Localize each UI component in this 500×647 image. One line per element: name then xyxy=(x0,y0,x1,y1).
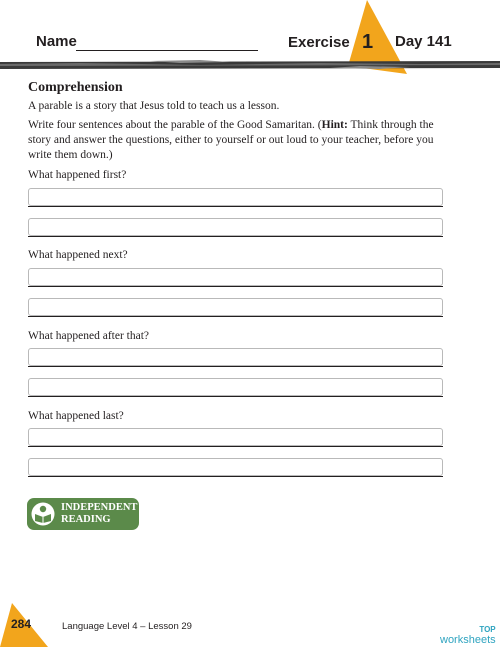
brush-stroke-divider xyxy=(0,58,500,72)
worksheet-header xyxy=(0,0,500,80)
instruction-text xyxy=(28,118,448,163)
answer-field-2a[interactable] xyxy=(28,268,443,286)
answer-field-2b[interactable] xyxy=(28,298,443,316)
independent-reading-badge xyxy=(27,498,139,530)
answer-line-2b xyxy=(28,316,443,317)
reading-person-icon xyxy=(31,502,55,526)
watermark-bottom: worksheets xyxy=(440,634,496,646)
instruction-start: Write four sentences about the parable of the Good Samaritan. ( xyxy=(28,119,322,131)
badge-line-1: INDEPENDENT xyxy=(61,502,138,513)
answer-line-4a xyxy=(28,446,443,447)
question-4: What happened last? xyxy=(28,410,124,422)
question-3: What happened after that? xyxy=(28,330,150,342)
name-label: Name xyxy=(36,33,77,50)
answer-field-1a[interactable] xyxy=(28,188,443,206)
comprehension-section xyxy=(28,80,448,167)
exercise-label: Exercise xyxy=(288,34,350,51)
answer-line-4b xyxy=(28,476,443,477)
answer-field-1b[interactable] xyxy=(28,218,443,236)
answer-field-3b[interactable] xyxy=(28,378,443,396)
name-write-line[interactable] xyxy=(76,50,258,51)
watermark-logo xyxy=(440,625,496,645)
answer-line-3a xyxy=(28,366,443,367)
instruction-end: Think through the story and answer the questions, either to yourself or out loud to your teacher, before you write them down.) xyxy=(28,119,434,161)
badge-label xyxy=(61,502,137,526)
answer-line-2a xyxy=(28,286,443,287)
page-number: 284 xyxy=(11,617,32,631)
answer-field-4a[interactable] xyxy=(28,428,443,446)
answer-line-1a xyxy=(28,206,443,207)
section-title: Comprehension xyxy=(28,80,123,95)
question-2: What happened next? xyxy=(28,249,128,261)
answer-field-4b[interactable] xyxy=(28,458,443,476)
badge-line-2: READING xyxy=(61,514,111,525)
question-1: What happened first? xyxy=(28,169,127,181)
intro-text: A parable is a story that Jesus told to teach us a lesson. xyxy=(28,100,280,112)
answer-line-1b xyxy=(28,236,443,237)
answer-line-3b xyxy=(28,396,443,397)
watermark-top: TOP xyxy=(479,625,496,634)
day-label: Day 141 xyxy=(395,33,452,50)
answer-field-3a[interactable] xyxy=(28,348,443,366)
exercise-number: 1 xyxy=(362,31,374,53)
footer-lesson-text: Language Level 4 – Lesson 29 xyxy=(62,621,192,632)
hint-label: Hint: xyxy=(321,119,348,131)
